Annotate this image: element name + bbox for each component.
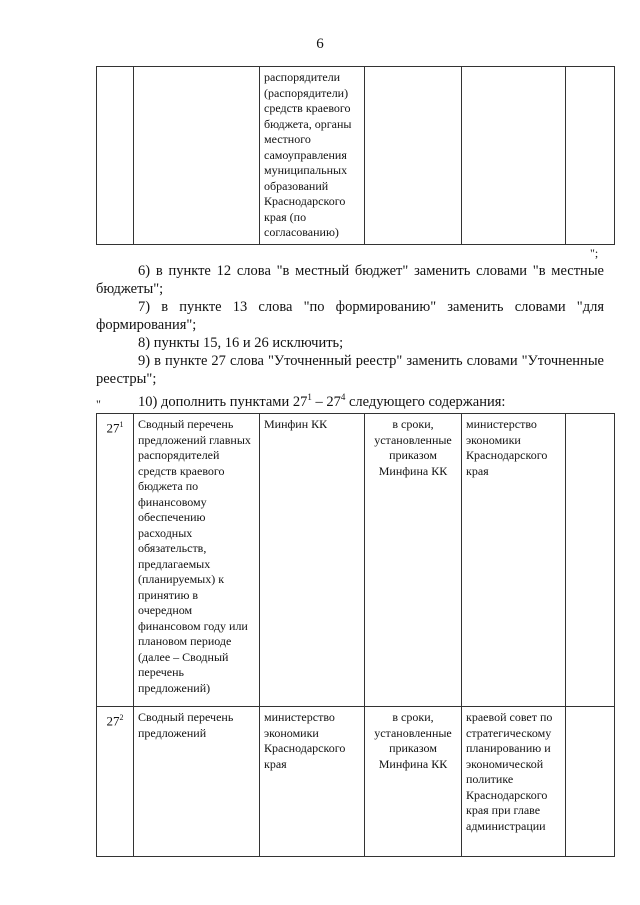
row-extra [566, 414, 615, 707]
row-number-sup: 2 [119, 713, 124, 722]
table-row [97, 414, 615, 707]
top-table-cell-num [97, 67, 134, 245]
row-responsible: Минфин КК [260, 414, 365, 707]
closing-quote: "; [590, 246, 599, 260]
row-name: Сводный перечень предложений главных распорядителей средств краевого бюджета по финансовому обеспечению расходных обязательств, предлагаемых (планируемых) к принятию в очередном финансовом году или плановом периоде (далее – Сводный перечень предложений) [134, 414, 260, 707]
row-recipient: министерство экономики Краснодарского края [462, 414, 566, 707]
row-recipient: краевой совет по стратегическому планированию и экономической политике Краснодарского края при главе администрации [462, 707, 566, 857]
row-deadline: в сроки, установленные приказом Минфина КК [365, 414, 462, 707]
paragraph-10 [96, 388, 604, 411]
opening-quote: " [96, 397, 101, 411]
paragraph-10-suffix: следующего содержания: [345, 393, 506, 410]
paragraph-10-prefix: 10) дополнить пунктами 27 [138, 393, 308, 410]
row-number [97, 414, 134, 707]
paragraph-10-sup1: 1 [307, 392, 312, 402]
table-row [97, 707, 615, 857]
paragraph-6: 6) в пункте 12 слова "в местный бюджет" заменить словами "в местные бюджеты"; [96, 263, 604, 297]
paragraph-7: 7) в пункте 13 слова "по формированию" заменить словами "для формирования"; [96, 299, 604, 333]
row-number-text: 27 [106, 420, 120, 436]
row-name: Сводный перечень предложений [134, 707, 260, 857]
top-table-cell-name [134, 67, 260, 245]
top-table-cell-recipient [462, 67, 566, 245]
top-table-cell-extra [566, 67, 615, 245]
paragraph-8: 8) пункты 15, 16 и 26 исключить; [138, 335, 344, 351]
main-table [96, 413, 615, 857]
paragraph-10-mid: – 27 [311, 393, 341, 410]
page-number: 6 [316, 36, 324, 52]
row-extra [566, 707, 615, 857]
row-responsible: министерство экономики Краснодарского края [260, 707, 365, 857]
paragraph-10-sup2: 4 [340, 392, 346, 402]
row-deadline: в сроки, установленные приказом Минфина КК [365, 707, 462, 857]
top-table-cell-deadline [365, 67, 462, 245]
paragraph-9: 9) в пункте 27 слова "Уточненный реестр" заменить словами "Уточненные реестры"; [96, 353, 604, 387]
row-number-text: 27 [106, 713, 120, 729]
row-number [97, 707, 134, 857]
top-table [96, 66, 615, 245]
top-table-cell-responsible: распорядители (распорядители) средств краевого бюджета, органы местного самоуправления муниципальных образований Краснодарского края (по согласованию) [260, 67, 365, 245]
row-number-sup: 1 [119, 420, 124, 429]
